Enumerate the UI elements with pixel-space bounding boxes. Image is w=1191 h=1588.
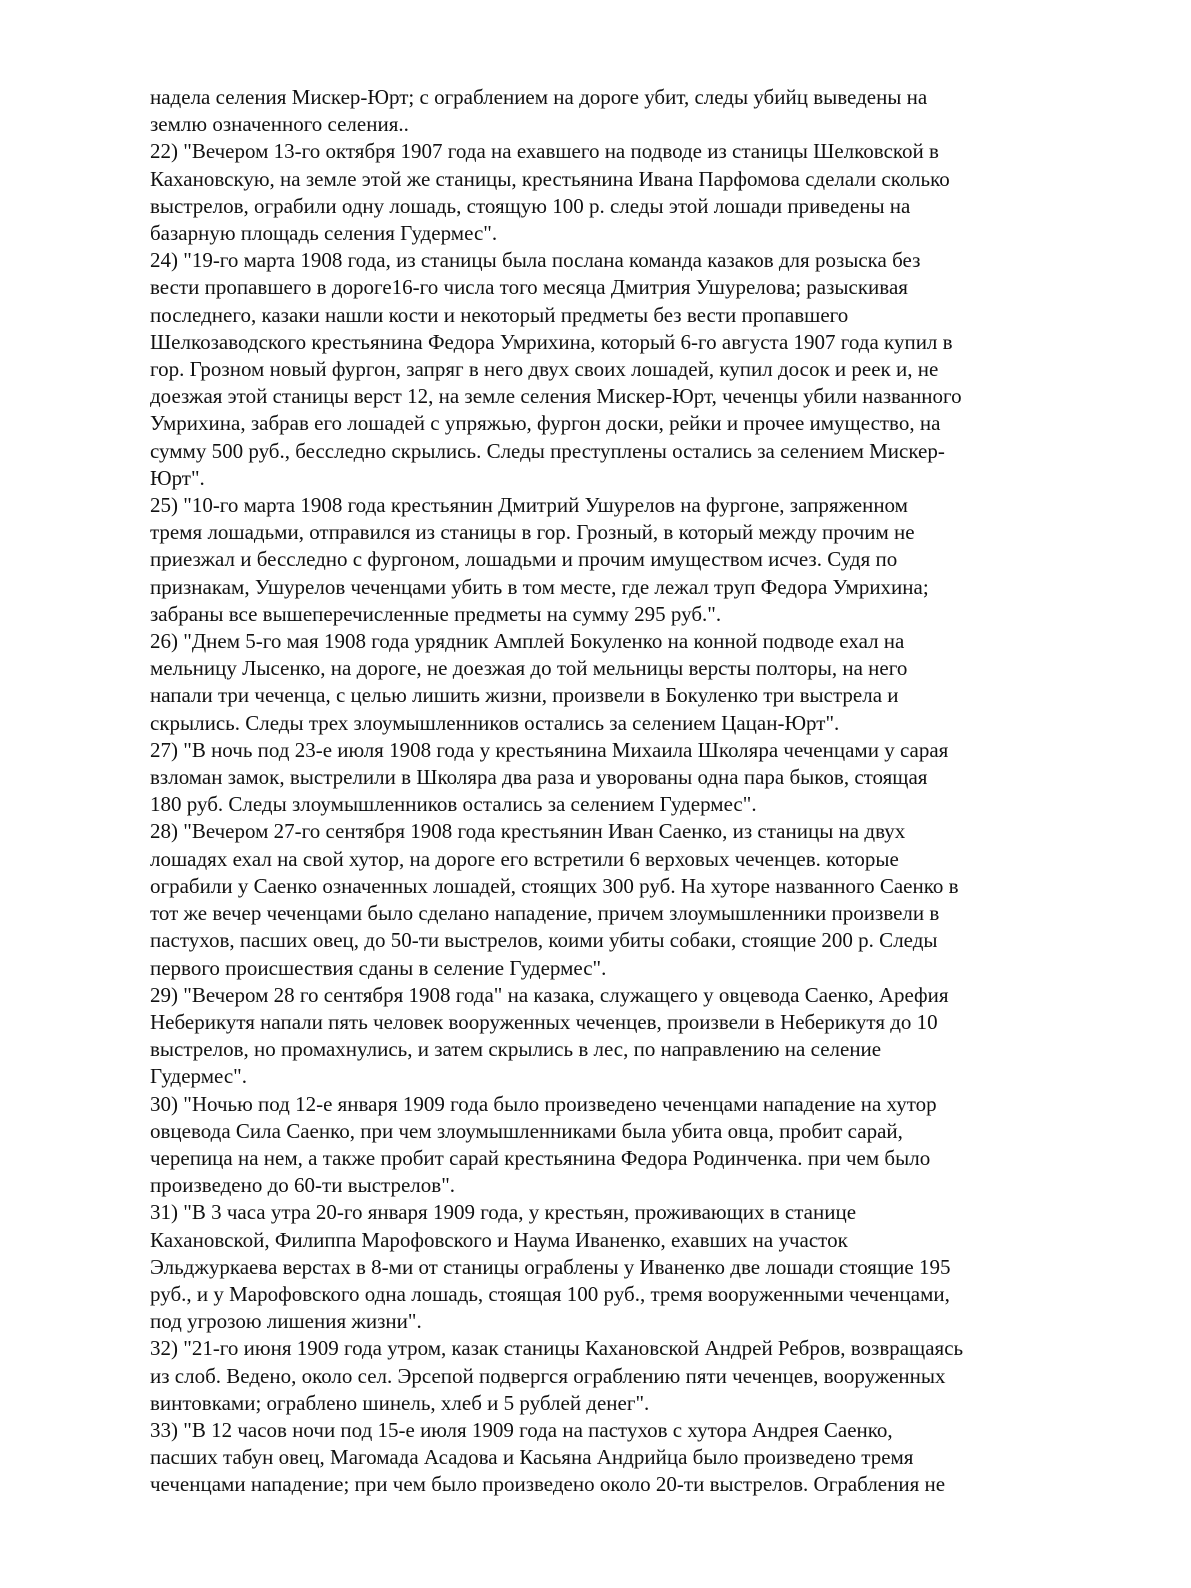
text-line: 33) "В 12 часов ночи под 15-е июля 1909 года на пастухов с хутора Андрея Саенко, xyxy=(150,1417,893,1442)
document-page xyxy=(150,84,1070,1499)
text-line: из слоб. Ведено, около сел. Эрсепой подвергся ограблению пяти чеченцев, вооруженных xyxy=(150,1363,946,1388)
text-line: Умрихина, забрав его лошадей с упряжью, фургон доски, рейки и прочее имущество, на xyxy=(150,411,941,436)
text-line: 30) "Ночью под 12-е января 1909 года было произведено чеченцами нападение на хутор xyxy=(150,1091,937,1116)
text-line: приезжал и бесследно с фургоном, лошадьми и прочим имуществом исчез. Судя по xyxy=(150,547,898,572)
text-line: ограбили у Саенко означенных лошадей, стоящих 300 руб. На хуторе названного Саенко в xyxy=(150,873,959,898)
text-line: Гудермес". xyxy=(150,1064,247,1089)
text-line: 26) "Днем 5-го мая 1908 года урядник Амплей Бокуленко на конной подводе ехал на xyxy=(150,629,905,654)
text-line: признакам, Ушурелов чеченцами убить в том месте, где лежал труп Федора Умрихина; xyxy=(150,574,929,599)
text-line: 32) "21-го июня 1909 года утром, казак станицы Кахановской Андрей Ребров, возвращаясь xyxy=(150,1336,964,1361)
text-line: базарную площадь селения Гудермес". xyxy=(150,221,498,246)
text-line: скрылись. Следы трех злоумышленников остались за селением Цацан-Юрт". xyxy=(150,710,840,735)
text-line: взломан замок, выстрелили в Школяра два раза и уворованы одна пара быков, стоящая xyxy=(150,765,928,790)
text-line: Шелкозаводского крестьянина Федора Умрихина, который 6-го августа 1907 года купил в xyxy=(150,329,953,354)
text-line: 31) "В 3 часа утра 20-го января 1909 года, у крестьян, проживающих в станице xyxy=(150,1200,857,1225)
text-line: 180 руб. Следы злоумышленников остались за селением Гудермес". xyxy=(150,792,757,817)
text-line: 28) "Вечером 27-го сентября 1908 года крестьянин Иван Саенко, из станицы на двух xyxy=(150,819,906,844)
text-line: последнего, казаки нашли кости и некоторый предметы без вести пропавшего xyxy=(150,302,849,327)
text-line: 29) "Вечером 28 го сентября 1908 года" на казака, служащего у овцевода Саенко, Арефия xyxy=(150,982,949,1007)
text-line: руб., и у Марофовского одна лошадь, стоящая 100 руб., тремя вооруженными чеченцами, xyxy=(150,1281,950,1306)
text-line: черепица на нем, а также пробит сарай крестьянина Федора Родинченка. при чем было xyxy=(150,1145,931,1170)
text-line: пасших табун овец, Магомада Асадова и Касьяна Андрийца было произведено тремя xyxy=(150,1445,914,1470)
text-line: землю означенного селения.. xyxy=(150,112,409,137)
text-line: Кахановской, Филиппа Марофовского и Наума Иваненко, ехавших на участок xyxy=(150,1227,848,1252)
text-line: пастухов, пасших овец, до 50-ти выстрелов, коими убиты собаки, стоящие 200 р. Следы xyxy=(150,928,938,953)
text-line: напали три чеченца, с целью лишить жизни, произвели в Бокуленко три выстрела и xyxy=(150,683,899,708)
text-line: тремя лошадьми, отправился из станицы в гор. Грозный, в который между прочим не xyxy=(150,520,915,545)
text-line: Неберикутя напали пять человек вооруженных чеченцев, произвели в Неберикутя до 10 xyxy=(150,1009,938,1034)
text-line: 25) "10-го марта 1908 года крестьянин Дмитрий Ушурелов на фургоне, запряженном xyxy=(150,493,908,518)
text-line: винтовками; ограблено шинель, хлеб и 5 рублей денег". xyxy=(150,1390,650,1415)
text-line: тот же вечер чеченцами было сделано нападение, причем злоумышленники произвели в xyxy=(150,901,940,926)
text-line: Юрт". xyxy=(150,465,205,490)
text-line: надела селения Мискер-Юрт; с ограблением на дороге убит, следы убийц выведены на xyxy=(150,85,928,109)
text-line: выстрелов, ограбили одну лошадь, стоящую 100 р. следы этой лошади приведены на xyxy=(150,193,911,218)
text-line: вести пропавшего в дороге16-го числа того месяца Дмитрия Ушурелова; разыскивая xyxy=(150,275,908,300)
text-line: под угрозою лишения жизни". xyxy=(150,1309,422,1334)
text-line: 27) "В ночь под 23-е июля 1908 года у крестьянина Михаила Школяра чеченцами у сарая xyxy=(150,737,949,762)
text-line: гор. Грозном новый фургон, запряг в него двух своих лошадей, купил досок и реек и, не xyxy=(150,357,939,382)
text-line: Эльджуркаева верстах в 8-ми от станицы ограблены у Иваненко две лошади стоящие 195 xyxy=(150,1254,951,1279)
text-line: доезжая этой станицы верст 12, на земле селения Мискер-Юрт, чеченцы убили названного xyxy=(150,384,962,409)
text-line: забраны все вышеперечисленные предметы на сумму 295 руб.". xyxy=(150,601,722,626)
text-line: 22) "Вечером 13-го октября 1907 года на ехавшего на подводе из станицы Шелковской в xyxy=(150,139,939,164)
text-line: чеченцами нападение; при чем было произведено около 20-ти выстрелов. Ограбления не xyxy=(150,1472,946,1497)
text-line: мельницу Лысенко, на дороге, не доезжая до той мельницы версты полторы, на него xyxy=(150,656,908,681)
text-line: произведено до 60-ти выстрелов". xyxy=(150,1173,456,1198)
text-line: выстрелов, но промахнулись, и затем скрылись в лес, по направлению на селение xyxy=(150,1037,882,1062)
text-line: лошадях ехал на свой хутор, на дороге его встретили 6 верховых чеченцев. которые xyxy=(150,846,899,871)
text-line: сумму 500 руб., бесследно скрылись. Следы преступлены остались за селением Мискер- xyxy=(150,438,945,463)
text-line: первого происшествия сданы в селение Гудермес". xyxy=(150,955,607,980)
text-line: Кахановскую, на земле этой же станицы, крестьянина Ивана Парфомова сделали сколько xyxy=(150,166,950,191)
text-line: 24) "19-го марта 1908 года, из станицы была послана команда казаков для розыска без xyxy=(150,248,921,273)
text-line: овцевода Сила Саенко, при чем злоумышленниками была убита овца, пробит сарай, xyxy=(150,1118,903,1143)
